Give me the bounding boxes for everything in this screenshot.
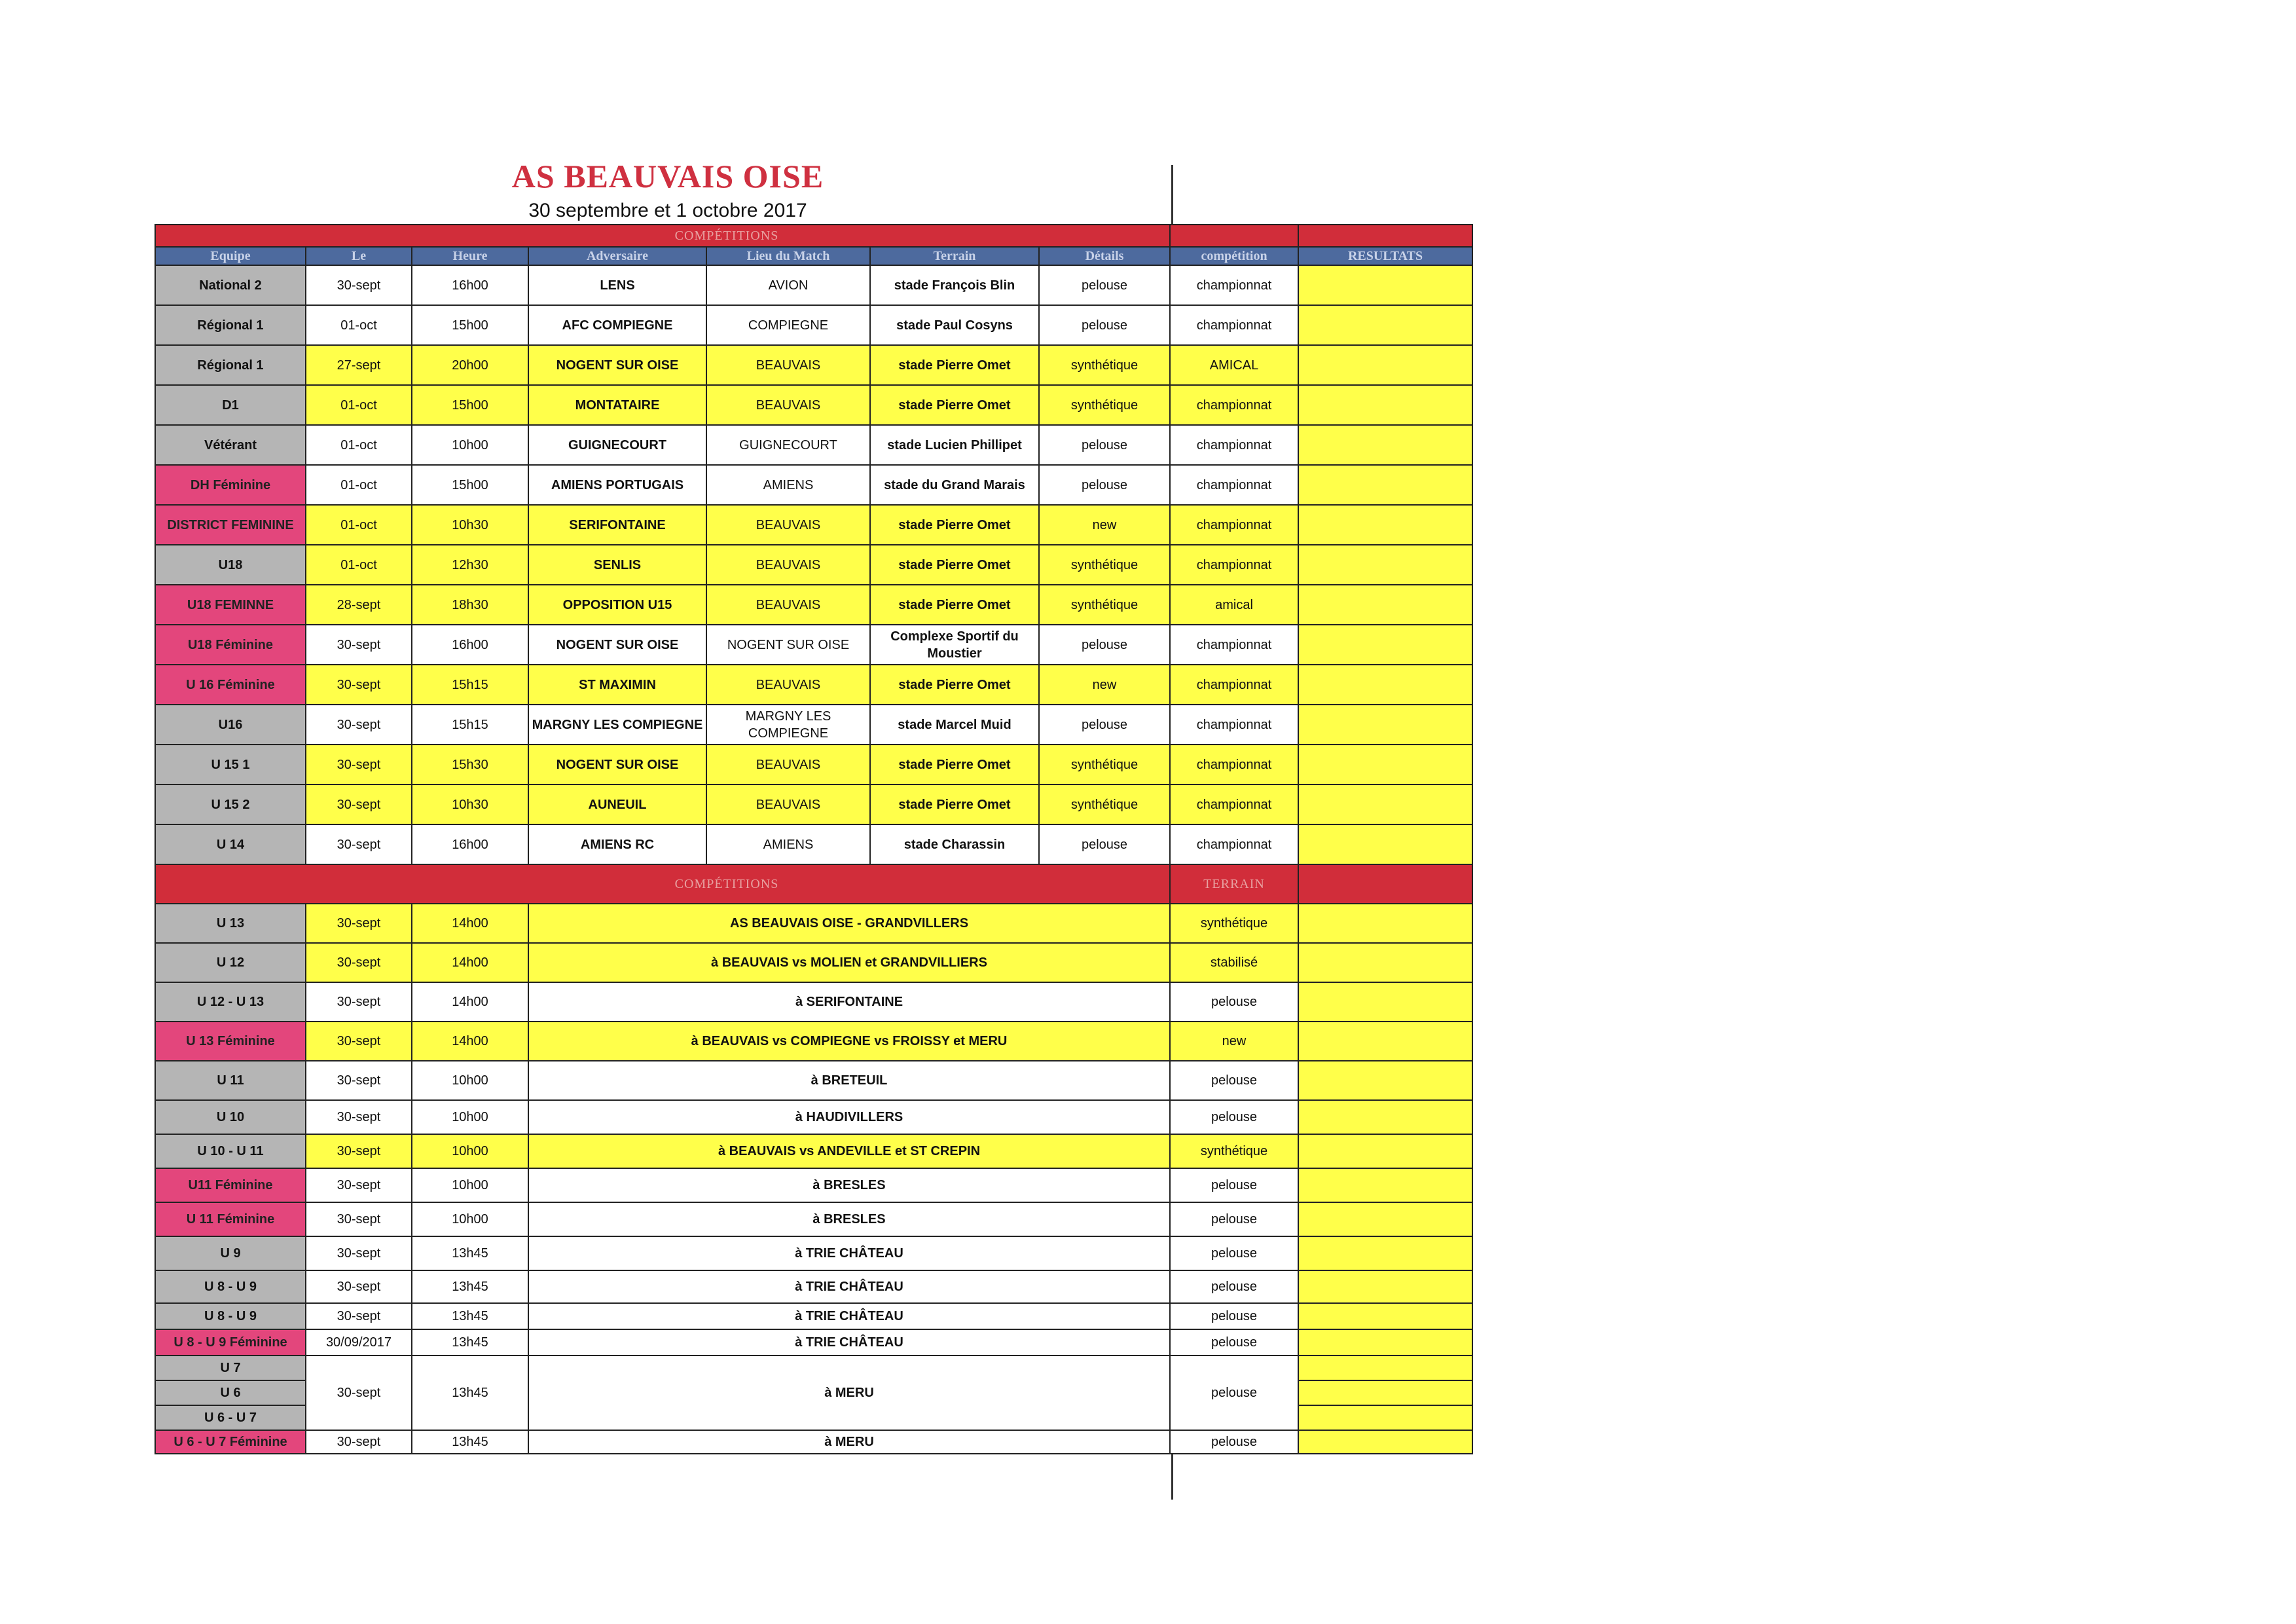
date-cell: 30-sept [306,705,412,745]
details-cell: synthétique [1039,345,1170,385]
col-header: Lieu du Match [706,247,870,265]
competition-cell: championnat [1170,425,1298,465]
venue-cell: NOGENT SUR OISE [706,625,870,665]
field-cell: stade Pierre Omet [870,505,1039,545]
date-cell: 01-oct [306,505,412,545]
results-cell [1298,1134,1472,1168]
table-row [155,784,1472,824]
table-row [155,824,1472,864]
team-cell: U 12 [155,943,306,982]
field-cell: stade Lucien Phillipet [870,425,1039,465]
results-cell [1298,745,1472,784]
results-cell [1298,465,1472,505]
venue-cell: GUIGNECOURT [706,425,870,465]
results-cell [1298,305,1472,345]
results-cell [1298,982,1472,1022]
team-cell: U 8 - U 9 [155,1303,306,1329]
col-header: Equipe [155,247,306,265]
opponent-cell: AMIENS RC [528,824,706,864]
venue-cell: AMIENS [706,465,870,505]
table-row [155,1329,1472,1356]
competition-cell: championnat [1170,705,1298,745]
team-cell: U 14 [155,824,306,864]
competition-cell: championnat [1170,305,1298,345]
team-cell: Vétérant [155,425,306,465]
section2-header-row [155,864,1472,904]
time-cell: 10h30 [412,784,528,824]
results-cell [1298,665,1472,705]
results-cell [1298,625,1472,665]
results-cell [1298,1430,1472,1454]
time-cell: 13h45 [412,1303,528,1329]
team-cell: U 6 - U 7 [155,1405,306,1430]
results-cell [1298,1061,1472,1100]
location-cell: à MERU [528,1356,1170,1430]
time-cell: 15h00 [412,305,528,345]
schedule-table [155,224,1473,1454]
results-cell [1298,1270,1472,1303]
field-cell: synthétique [1170,1134,1298,1168]
team-cell: U 8 - U 9 [155,1270,306,1303]
time-cell: 13h45 [412,1270,528,1303]
team-cell: U18 FEMINNE [155,585,306,625]
time-cell: 13h45 [412,1329,528,1356]
opponent-cell: NOGENT SUR OISE [528,625,706,665]
opponent-cell: AMIENS PORTUGAIS [528,465,706,505]
details-cell: synthétique [1039,745,1170,784]
team-cell: U 15 1 [155,745,306,784]
time-cell: 10h30 [412,505,528,545]
results-cell [1298,1236,1472,1270]
team-cell: U 8 - U 9 Féminine [155,1329,306,1356]
time-cell: 14h00 [412,904,528,943]
opponent-cell: GUIGNECOURT [528,425,706,465]
time-cell: 14h00 [412,982,528,1022]
competition-cell: championnat [1170,465,1298,505]
time-cell: 13h45 [412,1356,528,1430]
col-header: Terrain [870,247,1039,265]
competition-cell: championnat [1170,665,1298,705]
time-cell: 14h00 [412,943,528,982]
table-row [155,1134,1472,1168]
field-cell: synthétique [1170,904,1298,943]
date-cell: 30/09/2017 [306,1329,412,1356]
location-cell: à SERIFONTAINE [528,982,1170,1022]
date-cell: 28-sept [306,585,412,625]
table-row [155,665,1472,705]
table-row [155,1356,1472,1380]
date-cell: 27-sept [306,345,412,385]
team-cell: U 7 [155,1356,306,1380]
competition-cell: championnat [1170,545,1298,585]
details-cell: synthétique [1039,385,1170,425]
table-row [155,345,1472,385]
col-header: Le [306,247,412,265]
table-row [155,1100,1472,1134]
time-cell: 10h00 [412,1061,528,1100]
table-row [155,1168,1472,1202]
results-cell [1298,824,1472,864]
table-row [155,585,1472,625]
results-cell [1298,1356,1472,1380]
results-cell [1298,425,1472,465]
details-cell: pelouse [1039,705,1170,745]
field-cell: stade Pierre Omet [870,585,1039,625]
team-cell: Régional 1 [155,305,306,345]
opponent-cell: AUNEUIL [528,784,706,824]
time-cell: 10h00 [412,1202,528,1236]
venue-cell: BEAUVAIS [706,345,870,385]
date-cell: 01-oct [306,425,412,465]
team-cell: U 11 [155,1061,306,1100]
results-cell [1298,585,1472,625]
col-header: Détails [1039,247,1170,265]
opponent-cell: AFC COMPIEGNE [528,305,706,345]
time-cell: 15h30 [412,745,528,784]
results-cell [1298,1100,1472,1134]
team-cell: Régional 1 [155,345,306,385]
team-cell: D1 [155,385,306,425]
field-cell: pelouse [1170,1202,1298,1236]
details-cell: synthétique [1039,585,1170,625]
date-cell: 30-sept [306,1236,412,1270]
table-row [155,425,1472,465]
location-cell: à BRETEUIL [528,1061,1170,1100]
col-header: compétition [1170,247,1298,265]
field-cell: pelouse [1170,1168,1298,1202]
results-cell [1298,1202,1472,1236]
opponent-cell: NOGENT SUR OISE [528,345,706,385]
field-cell: Complexe Sportif du Moustier [870,625,1039,665]
competition-cell: championnat [1170,745,1298,784]
table-row [155,545,1472,585]
col-header: Heure [412,247,528,265]
team-cell: U 6 - U 7 Féminine [155,1430,306,1454]
location-cell: à BRESLES [528,1168,1170,1202]
table-row [155,385,1472,425]
field-cell: stade François Blin [870,265,1039,305]
team-cell: National 2 [155,265,306,305]
competition-cell: championnat [1170,505,1298,545]
venue-cell: AVION [706,265,870,305]
opponent-cell: MARGNY LES COMPIEGNE [528,705,706,745]
date-cell: 30-sept [306,1100,412,1134]
date-cell: 30-sept [306,824,412,864]
table-row [155,745,1472,784]
date-cell: 30-sept [306,982,412,1022]
table-row [155,705,1472,745]
date-cell: 30-sept [306,1270,412,1303]
team-cell: U16 [155,705,306,745]
field-cell: pelouse [1170,1303,1298,1329]
results-cell [1298,265,1472,305]
location-cell: à TRIE CHÂTEAU [528,1236,1170,1270]
field-cell: stade Pierre Omet [870,385,1039,425]
date-cell: 30-sept [306,1134,412,1168]
venue-cell: BEAUVAIS [706,665,870,705]
field-cell: pelouse [1170,1329,1298,1356]
results-cell [1298,1303,1472,1329]
field-cell: stade Charassin [870,824,1039,864]
section-header-row [155,225,1472,247]
results-cell [1298,505,1472,545]
time-cell: 16h00 [412,824,528,864]
date-cell: 30-sept [306,1430,412,1454]
time-cell: 10h00 [412,1168,528,1202]
table-row [155,265,1472,305]
field-cell: pelouse [1170,1061,1298,1100]
section-blank-results [1298,225,1472,247]
date-cell: 30-sept [306,943,412,982]
table-row [155,1236,1472,1270]
opponent-cell: LENS [528,265,706,305]
details-cell: pelouse [1039,465,1170,505]
field-cell: stabilisé [1170,943,1298,982]
time-cell: 13h45 [412,1236,528,1270]
field-cell: stade Pierre Omet [870,745,1039,784]
venue-cell: BEAUVAIS [706,505,870,545]
venue-cell: AMIENS [706,824,870,864]
team-cell: U 16 Féminine [155,665,306,705]
date-cell: 30-sept [306,784,412,824]
results-cell [1298,385,1472,425]
team-cell: U 13 Féminine [155,1022,306,1061]
time-cell: 16h00 [412,625,528,665]
venue-cell: COMPIEGNE [706,305,870,345]
section-title: COMPÉTITIONS [155,225,1170,247]
opponent-cell: MONTATAIRE [528,385,706,425]
page-title: AS BEAUVAIS OISE [511,158,824,194]
location-cell: à TRIE CHÂTEAU [528,1329,1170,1356]
date-cell: 01-oct [306,385,412,425]
venue-cell: BEAUVAIS [706,784,870,824]
venue-cell: BEAUVAIS [706,585,870,625]
date-cell: 30-sept [306,1202,412,1236]
table-row [155,943,1472,982]
results-cell [1298,545,1472,585]
opponent-cell: OPPOSITION U15 [528,585,706,625]
team-cell: U 10 - U 11 [155,1134,306,1168]
field-cell: stade Pierre Omet [870,784,1039,824]
table-row [155,1202,1472,1236]
results-cell [1298,943,1472,982]
location-cell: à BRESLES [528,1202,1170,1236]
location-cell: à BEAUVAIS vs ANDEVILLE et ST CREPIN [528,1134,1170,1168]
field-cell: stade du Grand Marais [870,465,1039,505]
team-cell: U 6 [155,1380,306,1405]
time-cell: 10h00 [412,1134,528,1168]
section-blank [1170,225,1298,247]
venue-cell: BEAUVAIS [706,385,870,425]
team-cell: U 12 - U 13 [155,982,306,1022]
time-cell: 13h45 [412,1430,528,1454]
table-row [155,1303,1472,1329]
results-cell [1298,1380,1472,1405]
field-cell: pelouse [1170,1270,1298,1303]
table-row [155,1022,1472,1061]
details-cell: synthétique [1039,784,1170,824]
date-cell: 30-sept [306,265,412,305]
table-row [155,1061,1472,1100]
date-cell: 01-oct [306,305,412,345]
opponent-cell: SENLIS [528,545,706,585]
team-cell: U 11 Féminine [155,1202,306,1236]
results-cell [1298,904,1472,943]
team-cell: DISTRICT FEMININE [155,505,306,545]
location-cell: à TRIE CHÂTEAU [528,1270,1170,1303]
date-cell: 01-oct [306,545,412,585]
table-row [155,904,1472,943]
field-cell: pelouse [1170,1236,1298,1270]
date-cell: 30-sept [306,1303,412,1329]
field-cell: stade Paul Cosyns [870,305,1039,345]
details-cell: pelouse [1039,625,1170,665]
time-cell: 14h00 [412,1022,528,1061]
field-cell: stade Pierre Omet [870,345,1039,385]
table-row [155,305,1472,345]
competition-cell: championnat [1170,824,1298,864]
results-cell [1298,1329,1472,1356]
results-cell [1298,784,1472,824]
location-cell: à HAUDIVILLERS [528,1100,1170,1134]
results-cell [1298,1022,1472,1061]
time-cell: 15h15 [412,705,528,745]
table-row [155,625,1472,665]
date-cell: 30-sept [306,1061,412,1100]
competition-cell: AMICAL [1170,345,1298,385]
venue-cell: MARGNY LES COMPIEGNE [706,705,870,745]
time-cell: 12h30 [412,545,528,585]
team-cell: U11 Féminine [155,1168,306,1202]
time-cell: 10h00 [412,1100,528,1134]
table-row [155,1270,1472,1303]
table-row [155,982,1472,1022]
table-row [155,505,1472,545]
time-cell: 20h00 [412,345,528,385]
details-cell: synthétique [1039,545,1170,585]
competition-cell: championnat [1170,784,1298,824]
date-cell: 30-sept [306,625,412,665]
location-cell: à MERU [528,1430,1170,1454]
col-header: Adversaire [528,247,706,265]
venue-cell: BEAUVAIS [706,745,870,784]
col-header: RESULTATS [1298,247,1472,265]
opponent-cell: SERIFONTAINE [528,505,706,545]
date-cell: 30-sept [306,745,412,784]
section2-blank-results [1298,864,1472,904]
section2-terrain-label: TERRAIN [1170,864,1298,904]
competition-cell: championnat [1170,625,1298,665]
table-row [155,1430,1472,1454]
team-cell: U 13 [155,904,306,943]
details-cell: pelouse [1039,265,1170,305]
section2-title: COMPÉTITIONS [155,864,1170,904]
field-cell: pelouse [1170,1430,1298,1454]
time-cell: 16h00 [412,265,528,305]
date-cell: 30-sept [306,904,412,943]
details-cell: pelouse [1039,305,1170,345]
results-cell [1298,1168,1472,1202]
field-cell: pelouse [1170,1356,1298,1430]
location-cell: à BEAUVAIS vs COMPIEGNE vs FROISSY et MERU [528,1022,1170,1061]
results-cell [1298,345,1472,385]
team-cell: DH Féminine [155,465,306,505]
time-cell: 10h00 [412,425,528,465]
details-cell: new [1039,505,1170,545]
date-cell: 30-sept [306,1168,412,1202]
date-cell: 30-sept [306,1022,412,1061]
team-cell: U 15 2 [155,784,306,824]
details-cell: new [1039,665,1170,705]
date-cell: 30-sept [306,665,412,705]
table-row [155,465,1472,505]
opponent-cell: ST MAXIMIN [528,665,706,705]
date-cell: 01-oct [306,465,412,505]
location-cell: à BEAUVAIS vs MOLIEN et GRANDVILLIERS [528,943,1170,982]
opponent-cell: NOGENT SUR OISE [528,745,706,784]
competition-cell: championnat [1170,385,1298,425]
location-cell: à TRIE CHÂTEAU [528,1303,1170,1329]
venue-cell: BEAUVAIS [706,545,870,585]
team-cell: U 9 [155,1236,306,1270]
time-cell: 18h30 [412,585,528,625]
time-cell: 15h00 [412,465,528,505]
field-cell: pelouse [1170,982,1298,1022]
location-cell: AS BEAUVAIS OISE - GRANDVILLERS [528,904,1170,943]
results-cell [1298,1405,1472,1430]
details-cell: pelouse [1039,824,1170,864]
time-cell: 15h15 [412,665,528,705]
team-cell: U18 [155,545,306,585]
field-cell: stade Pierre Omet [870,545,1039,585]
details-cell: pelouse [1039,425,1170,465]
team-cell: U18 Féminine [155,625,306,665]
field-cell: stade Marcel Muid [870,705,1039,745]
competition-cell: amical [1170,585,1298,625]
field-cell: pelouse [1170,1100,1298,1134]
date-cell: 30-sept [306,1356,412,1430]
results-cell [1298,705,1472,745]
field-cell: stade Pierre Omet [870,665,1039,705]
team-cell: U 10 [155,1100,306,1134]
competition-cell: championnat [1170,265,1298,305]
field-cell: new [1170,1022,1298,1061]
page-subtitle: 30 septembre et 1 octobre 2017 [528,200,807,221]
time-cell: 15h00 [412,385,528,425]
column-header-row [155,247,1472,265]
